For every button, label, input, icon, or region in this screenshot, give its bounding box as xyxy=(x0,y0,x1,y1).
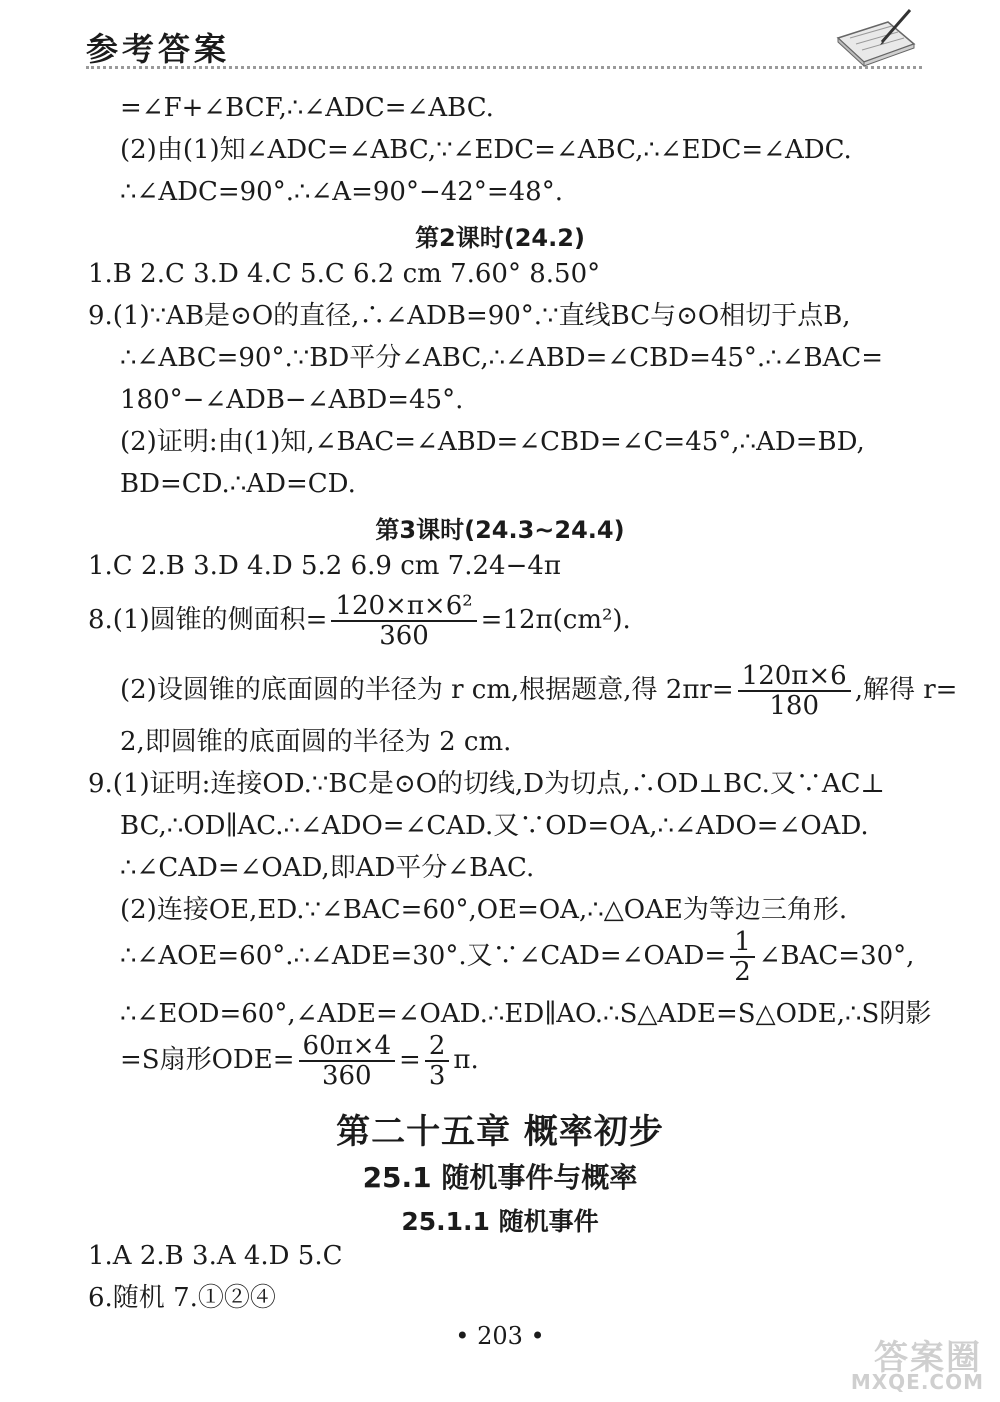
watermark-text: 答案圈 xyxy=(874,1338,982,1378)
fraction-denominator: 360 xyxy=(321,1061,372,1091)
text: 8.(1)圆锥的侧面积= xyxy=(88,605,328,635)
text-line: =∠F+∠BCF,∴∠ADC=∠ABC. xyxy=(120,93,494,123)
formula-line xyxy=(120,662,957,720)
watermark-logo xyxy=(812,1330,992,1398)
fraction xyxy=(738,662,851,720)
text: π. xyxy=(453,1045,479,1075)
text-line: ∴∠CAD=∠OAD,即AD平分∠BAC. xyxy=(120,853,535,883)
fraction xyxy=(331,592,476,650)
answer-line: 1.C 2.B 3.D 4.D 5.2 6.9 cm 7.24−4π xyxy=(88,551,561,581)
subsection-title: 25.1.1 随机事件 xyxy=(401,1207,599,1236)
formula-line xyxy=(120,928,914,986)
text-line: 9.(1)∵AB是⊙O的直径,∴∠ADB=90°.∵直线BC与⊙O相切于点B, xyxy=(88,301,851,331)
fraction-numerator: 1 xyxy=(730,928,755,958)
text: =S扇形ODE= xyxy=(120,1045,295,1075)
fraction-denominator: 3 xyxy=(428,1061,446,1091)
section-title: 25.1 随机事件与概率 xyxy=(362,1161,638,1194)
watermark-url: MXQE.COM xyxy=(850,1370,984,1394)
text-line: 180°−∠ADB−∠ABD=45°. xyxy=(120,385,464,415)
text-line: 2,即圆锥的底面圆的半径为 2 cm. xyxy=(120,727,512,757)
fraction-numerator: 60π×4 xyxy=(299,1032,396,1062)
text-line: (2)连接OE,ED.∵∠BAC=60°,OE=OA,∴△OAE为等边三角形. xyxy=(120,895,848,925)
text: ∴∠AOE=60°.∴∠ADE=30°.又∵∠CAD=∠OAD= xyxy=(120,941,727,971)
page-number: • 203 • xyxy=(455,1322,545,1350)
lesson-heading: 第3课时(24.3~24.4) xyxy=(375,516,625,544)
lesson-heading: 第2课时(24.2) xyxy=(415,224,585,252)
fraction-numerator: 120×π×6² xyxy=(331,592,476,622)
fraction xyxy=(425,1032,450,1090)
answer-line: 6.随机 7.①②④ xyxy=(88,1283,276,1313)
fraction xyxy=(299,1032,396,1090)
text: ,解得 r= xyxy=(854,675,958,705)
header-title: 参考答案 xyxy=(86,30,231,68)
fraction-numerator: 2 xyxy=(425,1032,450,1062)
text-line: BD=CD.∴AD=CD. xyxy=(120,469,356,499)
text: = xyxy=(399,1045,421,1075)
text-line: (2)由(1)知∠ADC=∠ABC,∵∠EDC=∠ABC,∴∠EDC=∠ADC. xyxy=(120,135,852,165)
fraction-denominator: 360 xyxy=(379,621,429,651)
text-line: 9.(1)证明:连接OD.∵BC是⊙O的切线,D为切点,∴OD⊥BC.又∵AC⊥ xyxy=(88,769,885,799)
text-line: ∴∠EOD=60°,∠ADE=∠OAD.∴ED∥AO.∴S△ADE=S△ODE,∴S阴影 xyxy=(120,999,932,1029)
formula-line xyxy=(88,592,631,650)
fraction-denominator: 180 xyxy=(769,691,819,721)
text-line: ∴∠ADC=90°.∴∠A=90°−42°=48°. xyxy=(120,177,563,207)
chapter-title: 第二十五章 概率初步 xyxy=(336,1112,664,1152)
header-divider xyxy=(86,66,922,69)
answer-line: 1.A 2.B 3.A 4.D 5.C xyxy=(88,1241,343,1271)
text: (2)设圆锥的底面圆的半径为 r cm,根据题意,得 2πr= xyxy=(120,675,734,705)
text-line: (2)证明:由(1)知,∠BAC=∠ABD=∠CBD=∠C=45°,∴AD=BD, xyxy=(120,427,865,457)
fraction-numerator: 120π×6 xyxy=(738,662,851,692)
fraction-denominator: 2 xyxy=(734,957,751,987)
fraction xyxy=(730,928,755,986)
text-line: BC,∴OD∥AC.∴∠ADO=∠CAD.又∵OD=OA,∴∠ADO=∠OAD. xyxy=(120,811,869,841)
text-line: ∴∠ABC=90°.∵BD平分∠ABC,∴∠ABD=∠CBD=45°.∴∠BAC= xyxy=(120,343,884,373)
text: ∠BAC=30°, xyxy=(758,941,915,971)
answer-line: 1.B 2.C 3.D 4.C 5.C 6.2 cm 7.60° 8.50° xyxy=(88,259,601,289)
formula-line xyxy=(120,1032,479,1090)
text: =12π(cm²). xyxy=(480,605,631,635)
notebook-pencil-icon xyxy=(830,4,920,70)
